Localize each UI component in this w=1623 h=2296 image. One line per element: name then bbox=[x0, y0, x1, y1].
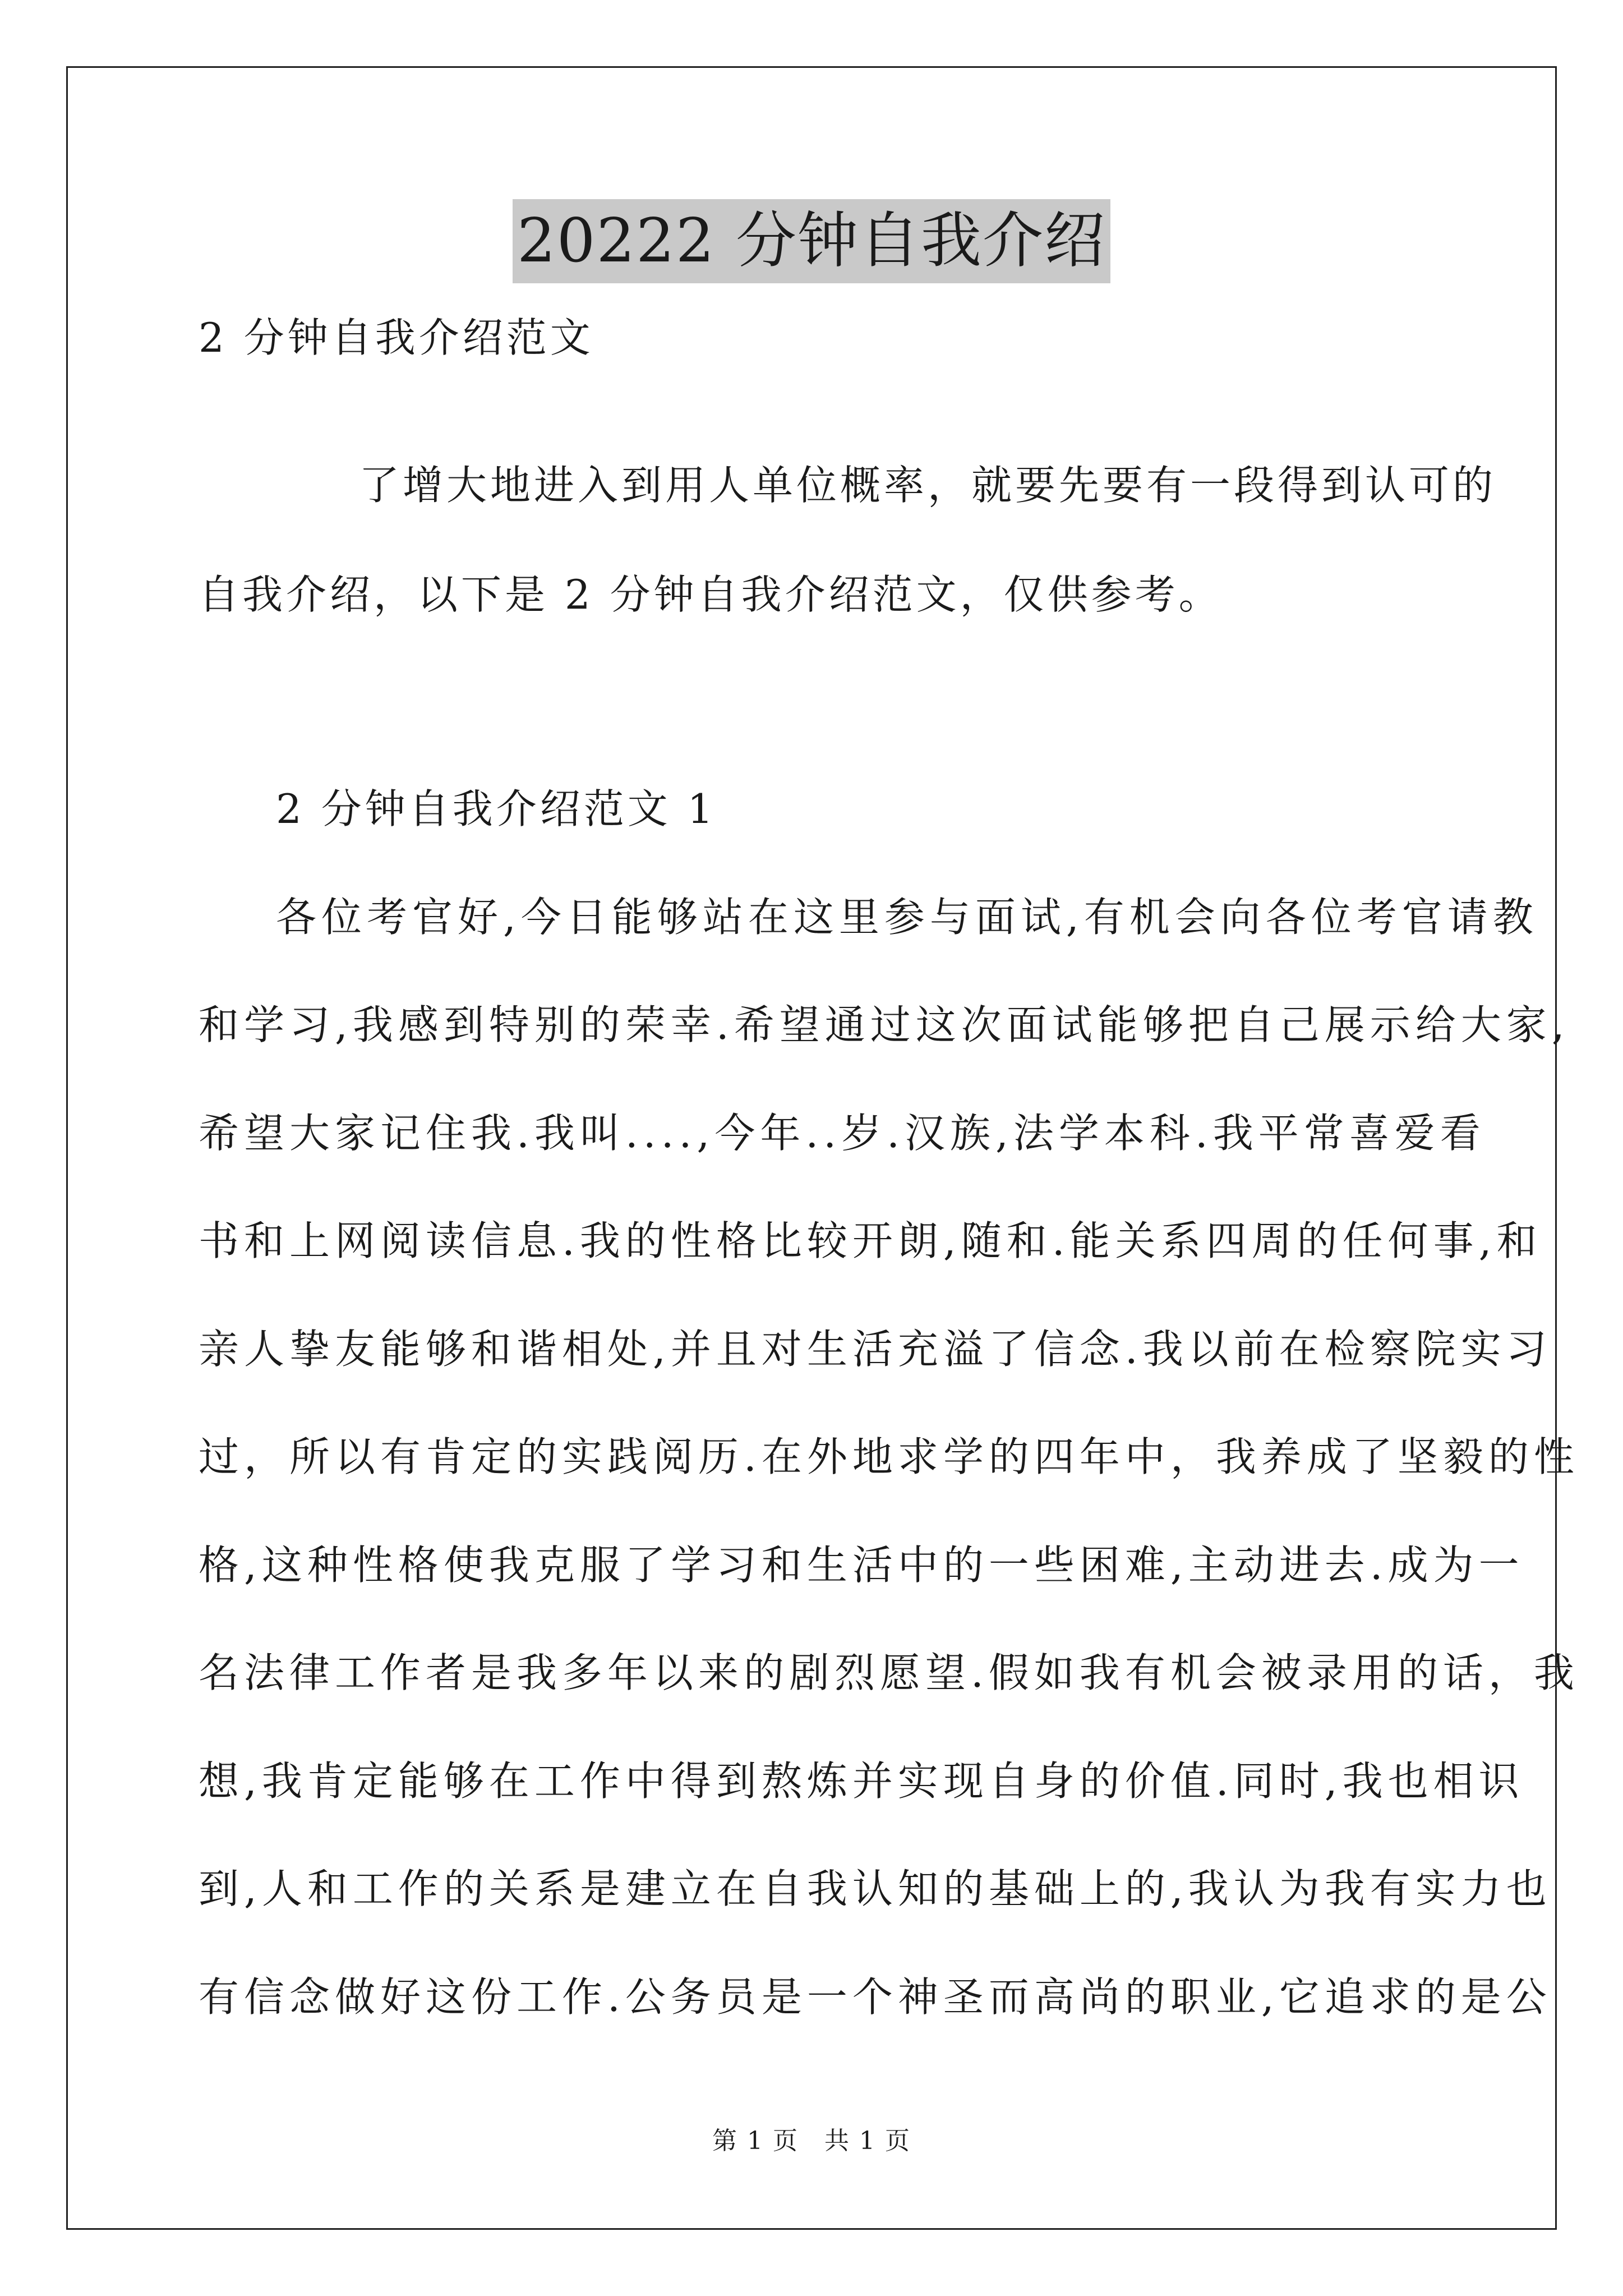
body-line-6: 过，所以有肯定的实践阅历.在外地求学的四年中，我养成了坚毅的性 bbox=[199, 1433, 1579, 1480]
body-line-2: 和学习,我感到特别的荣幸.希望通过这次面试能够把自己展示给大家, bbox=[199, 1001, 1570, 1048]
body-line-8: 名法律工作者是我多年以来的剧烈愿望.假如我有机会被录用的话，我 bbox=[199, 1649, 1579, 1696]
body-line-10: 到,人和工作的关系是建立在自我认知的基础上的,我认为我有实力也 bbox=[199, 1865, 1552, 1912]
document-title: 20222 分钟自我介绍 bbox=[513, 199, 1110, 283]
body-line-3: 希望大家记住我.我叫....,今年..岁.汉族,法学本科.我平常喜爱看 bbox=[199, 1110, 1486, 1157]
body-line-4: 书和上网阅读信息.我的性格比较开朗,随和.能关系四周的任何事,和 bbox=[199, 1217, 1542, 1264]
section-heading: 2 分钟自我介绍范文 1 bbox=[276, 785, 717, 832]
intro-paragraph-line-1: 了增大地进入到用人单位概率，就要先要有一段得到认可的 bbox=[359, 462, 1497, 509]
intro-paragraph-line-2: 自我介绍，以下是 2 分钟自我介绍范文，仅供参考。 bbox=[199, 571, 1223, 618]
body-line-9: 想,我肯定能够在工作中得到熬炼并实现自身的价值.同时,我也相识 bbox=[199, 1757, 1524, 1805]
body-line-7: 格,这种性格使我克服了学习和生活中的一些困难,主动进去.成为一 bbox=[199, 1542, 1524, 1589]
intro-heading: 2 分钟自我介绍范文 bbox=[199, 314, 594, 361]
body-line-5: 亲人挚友能够和谐相处,并且对生活充溢了信念.我以前在检察院实习 bbox=[199, 1326, 1552, 1373]
body-line-11: 有信念做好这份工作.公务员是一个神圣而高尚的职业,它追求的是公 bbox=[199, 1973, 1552, 2021]
body-line-1: 各位考官好,今日能够站在这里参与面试,有机会向各位考官请教 bbox=[276, 894, 1538, 941]
page-footer: 第 1 页 共 1 页 bbox=[712, 2127, 911, 2155]
title-container bbox=[0, 199, 1623, 283]
